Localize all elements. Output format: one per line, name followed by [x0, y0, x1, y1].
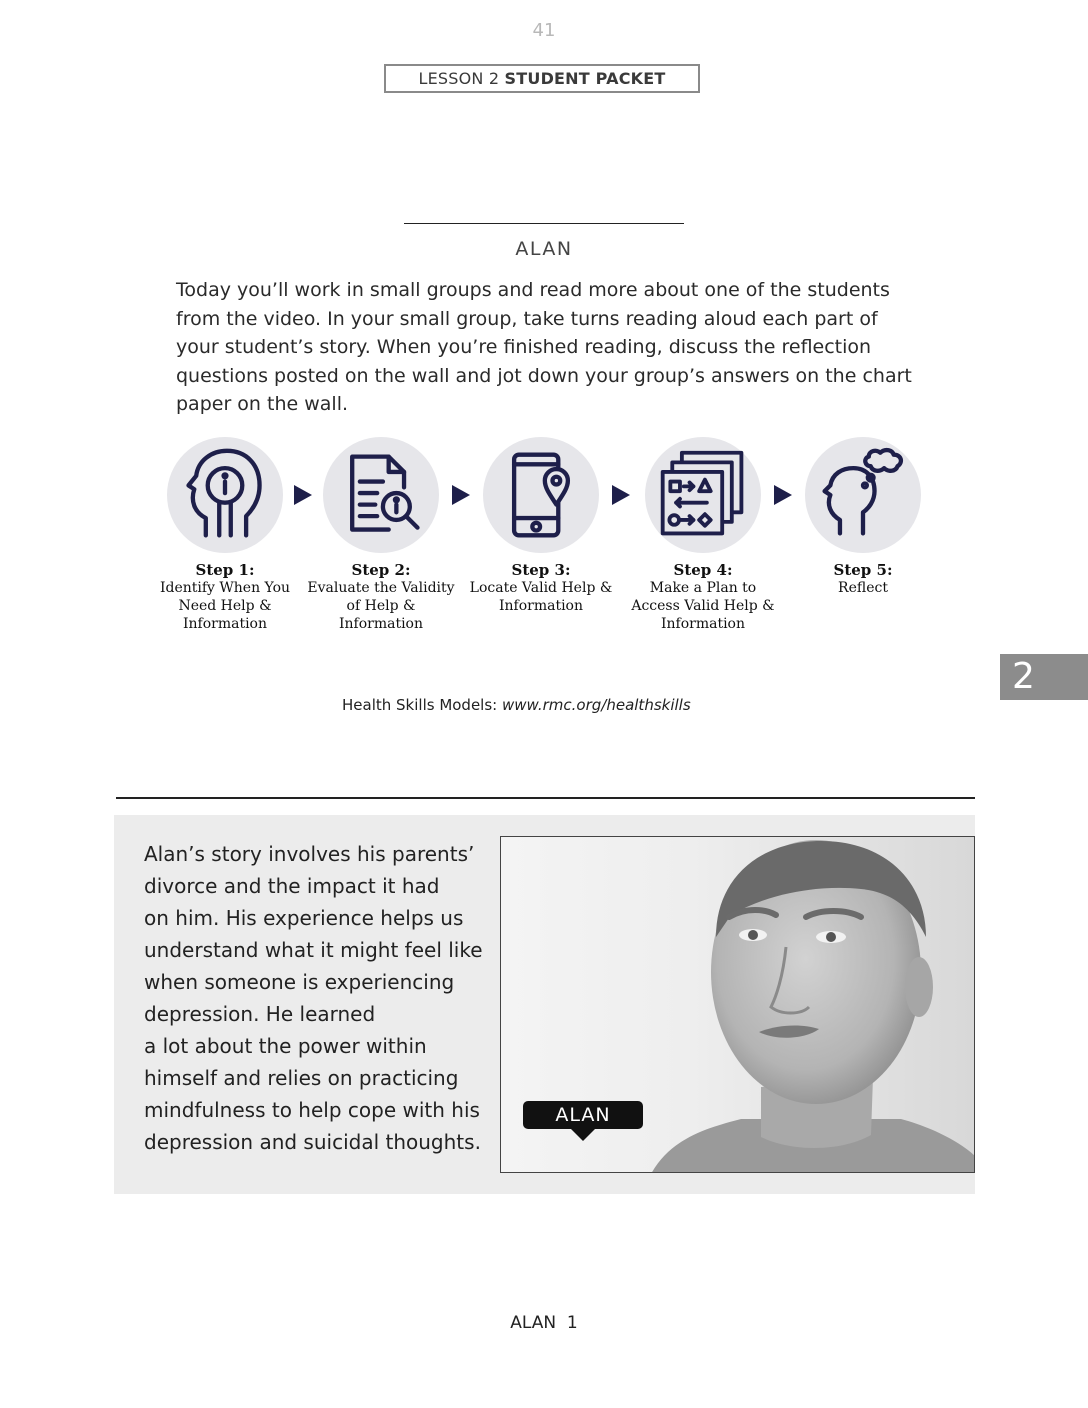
story-text — [144, 838, 489, 1158]
step-2 — [306, 437, 456, 633]
step-1 — [150, 437, 300, 633]
step-5-desc: Reflect — [838, 580, 888, 596]
name-tag-pointer-icon — [571, 1129, 595, 1141]
page-number: 41 — [532, 20, 556, 41]
lesson-label: LESSON 2 — [418, 69, 500, 88]
story-line: Alan’s story involves his parents’ — [144, 842, 475, 866]
story-line: depression. He learned — [144, 1002, 376, 1026]
step-1-circle — [167, 437, 283, 553]
phone-location-icon — [493, 447, 589, 543]
section-divider — [116, 797, 975, 799]
name-tag: ALAN — [523, 1101, 643, 1129]
story-line: divorce and the impact it had — [144, 874, 440, 898]
step-4-title: Step 4: — [673, 561, 733, 579]
intro-paragraph: Today you’ll work in small groups and read more about one of the students from the video. In your small group, take turns reading aloud each part of your student’s story. When you’re finished reading, discuss the reflection questions posted on the wall and jot down your group’s answers on the chart paper on the wall. — [176, 279, 912, 415]
story-line: on him. His experience helps us — [144, 906, 464, 930]
page-footer: ALAN 1 — [510, 1313, 578, 1333]
section-title: ALAN — [515, 238, 573, 260]
lesson-header — [384, 64, 700, 93]
step-5-title: Step 5: — [833, 561, 893, 579]
plan-cards-icon — [655, 447, 751, 543]
title-rule — [404, 223, 684, 224]
step-2-title: Step 2: — [351, 561, 411, 579]
credit-url: www.rmc.org/healthskills — [502, 696, 691, 714]
document-magnifier-icon — [333, 447, 429, 543]
chapter-tab: 2 — [1000, 654, 1088, 700]
alan-portrait-photo — [500, 836, 975, 1173]
credit-label: Health Skills Models: — [342, 696, 498, 714]
story-line: understand what it might feel like — [144, 938, 483, 962]
head-info-icon — [177, 447, 273, 543]
story-line: when someone is experiencing — [144, 970, 455, 994]
step-3-circle — [483, 437, 599, 553]
step-4 — [628, 437, 778, 633]
packet-label: STUDENT PACKET — [504, 69, 666, 88]
story-line: depression and suicidal thoughts. — [144, 1130, 481, 1154]
step-3-desc: Locate Valid Help & Information — [469, 580, 613, 614]
step-1-desc: Identify When You Need Help & Information — [159, 580, 291, 632]
health-skills-credit — [342, 696, 691, 714]
step-3-title: Step 3: — [511, 561, 571, 579]
step-4-desc: Make a Plan to Access Valid Help & Information — [631, 580, 775, 632]
step-5 — [788, 437, 938, 597]
head-thought-icon — [815, 447, 911, 543]
step-5-circle — [805, 437, 921, 553]
story-line: a lot about the power within — [144, 1034, 427, 1058]
step-2-circle — [323, 437, 439, 553]
step-3 — [466, 437, 616, 615]
step-2-desc: Evaluate the Validity of Help & Information — [307, 580, 455, 632]
step-1-title: Step 1: — [195, 561, 255, 579]
story-line: himself and relies on practicing — [144, 1066, 459, 1090]
health-skills-steps — [150, 437, 940, 667]
step-4-circle — [645, 437, 761, 553]
story-line: mindfulness to help cope with his — [144, 1098, 480, 1122]
